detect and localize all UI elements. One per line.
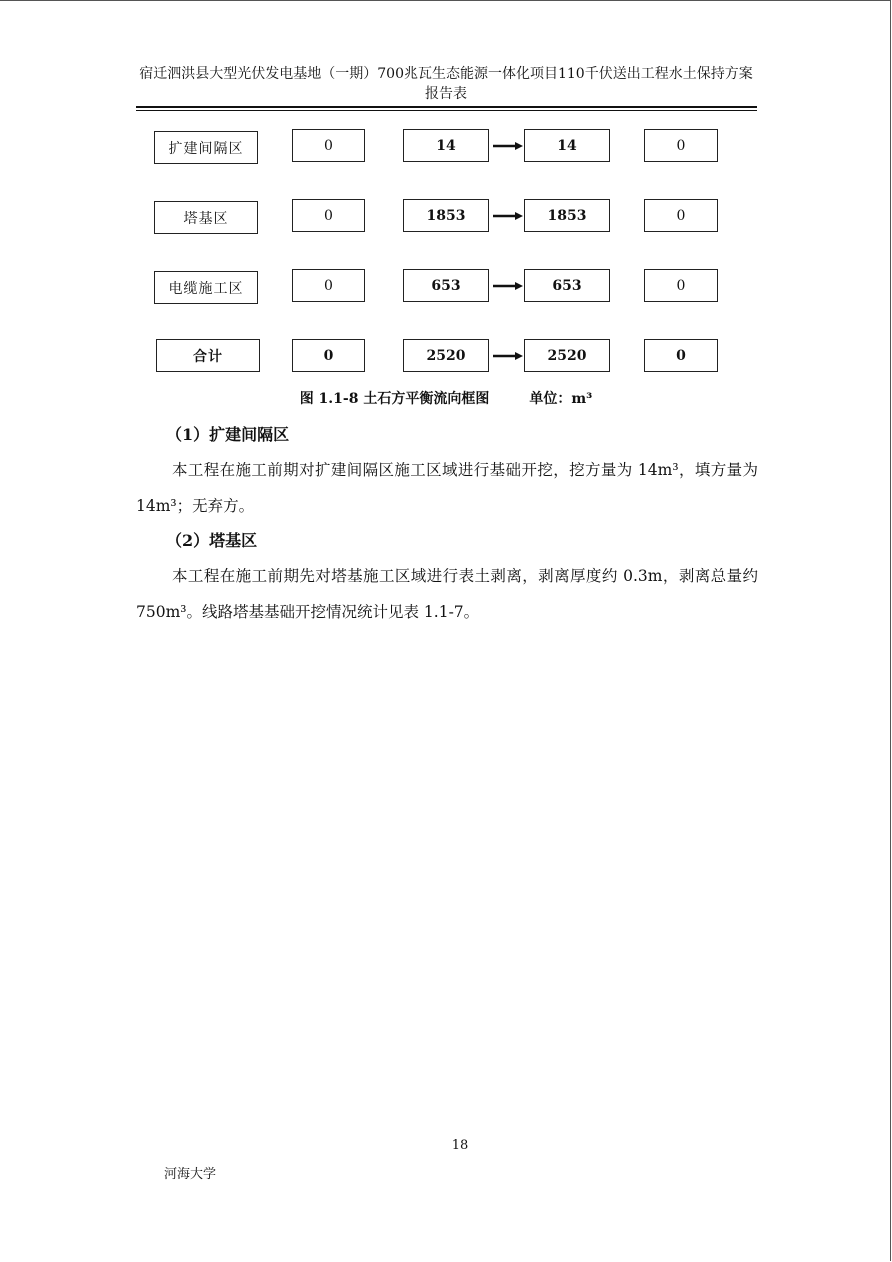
flow-row-label: 塔基区 bbox=[154, 201, 258, 234]
flow-value-box: 1853 bbox=[403, 199, 489, 232]
page-number: 18 bbox=[451, 1138, 469, 1153]
flow-value-box: 0 bbox=[292, 339, 365, 372]
figure-caption-unit: 单位：m³ bbox=[529, 391, 593, 407]
arrow-right-icon bbox=[493, 352, 523, 360]
section-heading: （2）塔基区 bbox=[166, 531, 258, 550]
page-header: 宿迁泗洪县大型光伏发电基地（一期）700兆瓦生态能源一体化项目110千伏送出工程水土保持方案报告表 bbox=[139, 66, 753, 102]
figure-caption bbox=[136, 388, 756, 408]
flow-value-box: 0 bbox=[644, 199, 718, 232]
flow-value-box: 0 bbox=[644, 129, 718, 162]
figure-caption-title: 图 1.1-8 土石方平衡流向框图 bbox=[299, 391, 490, 407]
section-paragraph bbox=[136, 558, 758, 630]
arrow-right-icon bbox=[493, 282, 523, 290]
section-heading: （1）扩建间隔区 bbox=[166, 425, 290, 444]
flow-value-box: 2520 bbox=[403, 339, 489, 372]
flow-value-box: 0 bbox=[644, 269, 718, 302]
paragraph-text: 本工程在施工前期先对塔基施工区域进行表土剥离，剥离厚度约 0.3m，剥离总量约 750m³。线路塔基基础开挖情况统计见表 1.1-7。 bbox=[136, 567, 758, 621]
flow-value-box: 14 bbox=[524, 129, 610, 162]
flow-value-box: 0 bbox=[292, 129, 365, 162]
flow-value-box: 1853 bbox=[524, 199, 610, 232]
flow-value-box: 0 bbox=[292, 269, 365, 302]
flow-value-box: 0 bbox=[292, 199, 365, 232]
flow-value-box: 14 bbox=[403, 129, 489, 162]
flow-row-label: 扩建间隔区 bbox=[154, 131, 258, 164]
flow-value-box: 653 bbox=[403, 269, 489, 302]
arrow-right-icon bbox=[493, 212, 523, 220]
section-paragraph bbox=[136, 452, 758, 524]
footer-org: 河海大学 bbox=[164, 1167, 217, 1182]
header-rule-thick bbox=[136, 106, 757, 108]
flow-value-box: 2520 bbox=[524, 339, 610, 372]
flow-value-box: 653 bbox=[524, 269, 610, 302]
flow-value-box: 0 bbox=[644, 339, 718, 372]
flow-row-label: 电缆施工区 bbox=[154, 271, 258, 304]
arrow-right-icon bbox=[493, 142, 523, 150]
header-rule-thin bbox=[136, 110, 757, 111]
flow-row-label-total: 合计 bbox=[156, 339, 260, 372]
paragraph-text: 本工程在施工前期对扩建间隔区施工区域进行基础开挖，挖方量为 14m³，填方量为 14m³；无弃方。 bbox=[136, 461, 758, 515]
